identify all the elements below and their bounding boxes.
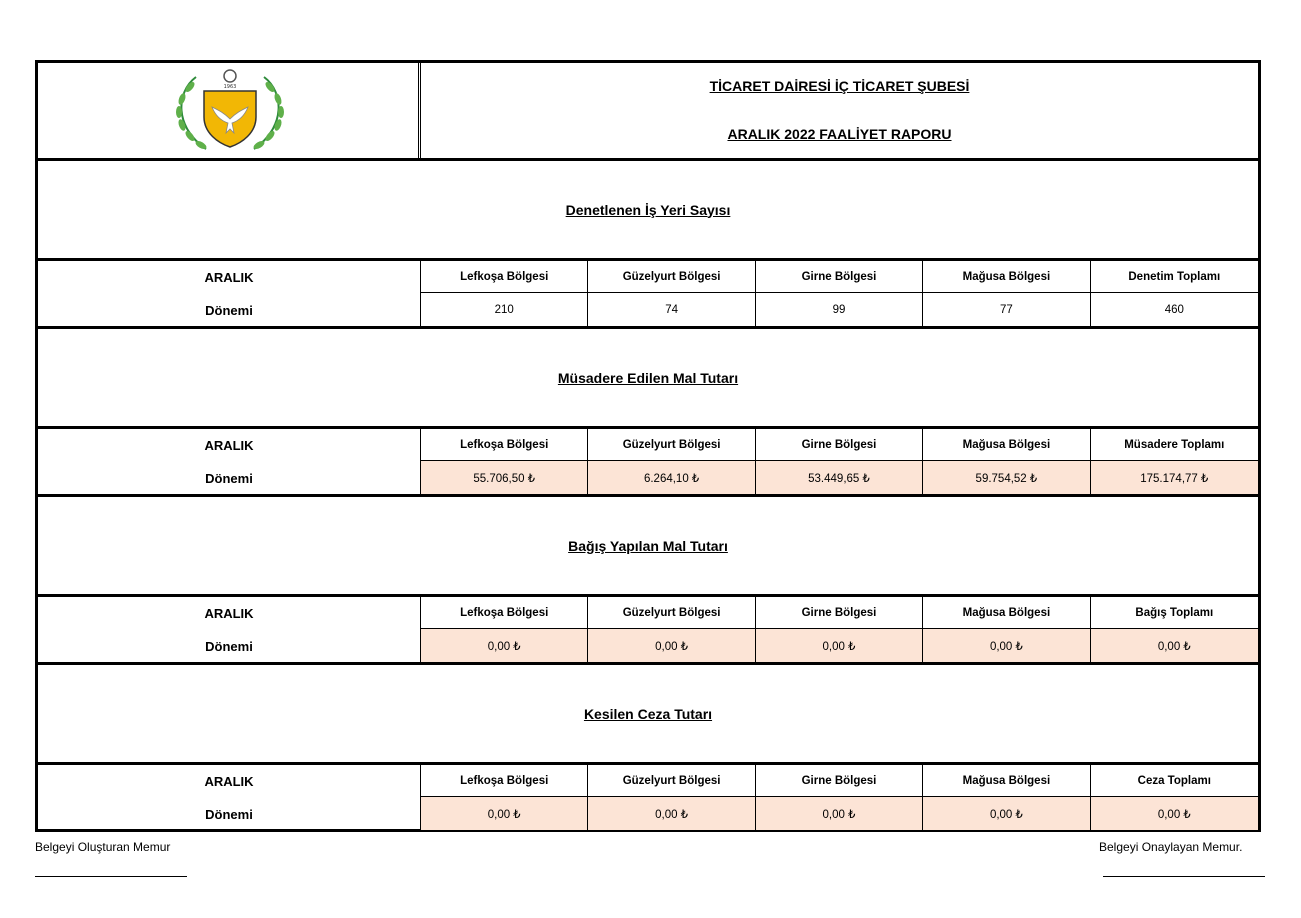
- region-header: Lefkoşa Bölgesi: [421, 429, 588, 461]
- period-label: ARALIK: [204, 270, 254, 285]
- period-label: ARALIK: [204, 438, 254, 453]
- region-header: Müsadere Toplamı: [1091, 429, 1258, 461]
- region-value: 0,00 ₺: [756, 797, 923, 830]
- creator-signature-line: [35, 876, 187, 877]
- region-value: 59.754,52 ₺: [923, 461, 1090, 494]
- region-header: Lefkoşa Bölgesi: [421, 765, 588, 797]
- region-value: 53.449,65 ₺: [756, 461, 923, 494]
- period-sub-label: Dönemi: [205, 471, 253, 486]
- region-value: 0,00 ₺: [421, 629, 588, 662]
- period-sub-label: Dönemi: [205, 639, 253, 654]
- region-value: 0,00 ₺: [1091, 797, 1258, 830]
- logo-year: 1963: [223, 84, 237, 90]
- region-header: Bağış Toplamı: [1091, 597, 1258, 629]
- region-header: Mağusa Bölgesi: [923, 597, 1090, 629]
- approver-signature-line: [1103, 876, 1265, 877]
- region-header: Girne Bölgesi: [756, 765, 923, 797]
- period-cell: [38, 261, 421, 326]
- period-cell: [38, 765, 421, 830]
- data-row-1: [38, 261, 1258, 329]
- region-header: Güzelyurt Bölgesi: [588, 765, 755, 797]
- region-header: Mağusa Bölgesi: [923, 429, 1090, 461]
- region-value: 0,00 ₺: [756, 629, 923, 662]
- region-value: 0,00 ₺: [588, 629, 755, 662]
- report-title: TİCARET DAİRESİ İÇ TİCARET ŞUBESİ: [709, 78, 970, 94]
- period-label: ARALIK: [204, 606, 254, 621]
- region-value: 77: [923, 293, 1090, 326]
- period-cell: [38, 597, 421, 662]
- region-value: 0,00 ₺: [588, 797, 755, 830]
- region-value: 0,00 ₺: [923, 629, 1090, 662]
- section-title-2: [38, 329, 1258, 429]
- region-grid: [421, 597, 1258, 662]
- region-header: Girne Bölgesi: [756, 597, 923, 629]
- region-header: Girne Bölgesi: [756, 261, 923, 293]
- region-header: Girne Bölgesi: [756, 429, 923, 461]
- period-sub-label: Dönemi: [205, 303, 253, 318]
- approver-label: Belgeyi Onaylayan Memur.: [1099, 840, 1243, 854]
- section-title-text: Denetlenen İş Yeri Sayısı: [565, 201, 731, 218]
- region-header: Lefkoşa Bölgesi: [421, 597, 588, 629]
- region-header: Mağusa Bölgesi: [923, 765, 1090, 797]
- coat-of-arms-icon: [166, 67, 294, 155]
- region-header: Güzelyurt Bölgesi: [588, 261, 755, 293]
- data-row-4: [38, 765, 1258, 833]
- region-header: Güzelyurt Bölgesi: [588, 597, 755, 629]
- section-title-3: [38, 497, 1258, 597]
- period-cell: [38, 429, 421, 494]
- region-grid: [421, 429, 1258, 494]
- section-title-text: Kesilen Ceza Tutarı: [583, 705, 713, 722]
- region-value: 210: [421, 293, 588, 326]
- region-header: Mağusa Bölgesi: [923, 261, 1090, 293]
- section-title-text: Müsadere Edilen Mal Tutarı: [557, 369, 739, 386]
- data-row-3: [38, 597, 1258, 665]
- region-value: 6.264,10 ₺: [588, 461, 755, 494]
- region-header: Lefkoşa Bölgesi: [421, 261, 588, 293]
- region-value: 99: [756, 293, 923, 326]
- region-grid: [421, 261, 1258, 326]
- region-header: Denetim Toplamı: [1091, 261, 1258, 293]
- region-value: 460: [1164, 303, 1184, 316]
- region-value: 55.706,50 ₺: [421, 461, 588, 494]
- region-header: Güzelyurt Bölgesi: [588, 429, 755, 461]
- region-value: 175.174,77 ₺: [1091, 461, 1258, 494]
- section-title-text: Bağış Yapılan Mal Tutarı: [568, 537, 728, 554]
- activity-report: [35, 60, 1261, 832]
- data-row-2: [38, 429, 1258, 497]
- region-value: 0,00 ₺: [1091, 629, 1258, 662]
- period-sub-label: Dönemi: [205, 807, 253, 822]
- region-value: 74: [588, 293, 755, 326]
- title-cell: [421, 63, 1258, 158]
- region-value: 0,00 ₺: [923, 797, 1090, 830]
- section-title-4: [38, 665, 1258, 765]
- region-grid: [421, 765, 1258, 830]
- region-header: Ceza Toplamı: [1091, 765, 1258, 797]
- region-value: 0,00 ₺: [421, 797, 588, 830]
- report-subtitle: ARALIK 2022 FAALİYET RAPORU: [727, 126, 952, 142]
- period-label: ARALIK: [204, 774, 254, 789]
- report-header: [38, 63, 1258, 161]
- creator-label: Belgeyi Oluşturan Memur: [35, 840, 171, 854]
- logo-cell: [38, 63, 421, 158]
- section-title-1: [38, 161, 1258, 261]
